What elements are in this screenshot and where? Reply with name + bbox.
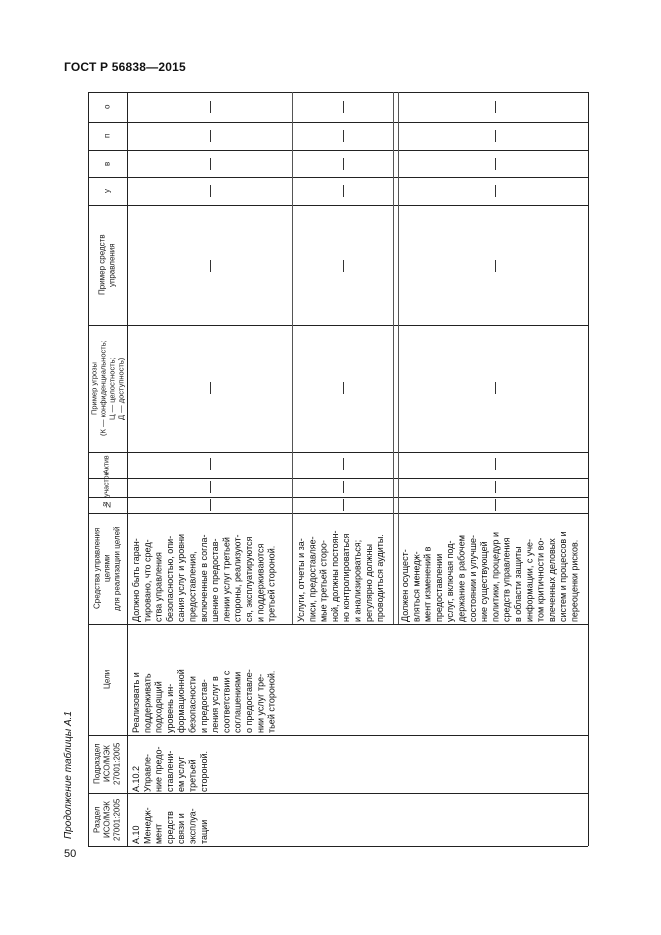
header-goals: Цели — [102, 669, 112, 690]
header-threat: Пример угрозы (К — конфиденциальность; Ц — целостность; Д — доступность) — [89, 340, 126, 437]
header-party: участок — [103, 472, 111, 497]
cell-subsection: А.10.2 Управле- ние предо- ставлени- ем услуг третьей стороной. — [131, 746, 209, 792]
cell-control-1: Должно быть гаран- тировано, что сред- ства управления безопасностью, опи- сания услуг и уровни предоставления, включенные в согла- шение о предостав- лении услуг третьей стороны, реализуют- ся, эксплуатируются и поддерживаются третьей стороной. — [131, 533, 277, 622]
table-continuation-caption: Продолжение таблицы А.1 — [63, 711, 74, 839]
cell-control-3: Должен осущест- вляться менедж- мент изменений в предоставлении услуг, включая под- держание в рабочем состоянии и улучше- ние существующей политики, процедур и средств управления в области защиты информации, с уче- том критичности во- влеченных деловых систем и процессов и переоценки рисков. — [400, 531, 580, 622]
header-controls: Средства управления целями для реализации целей — [92, 526, 122, 611]
cell-control-2: Услуги, отчеты и за- писи, предоставляе- мые третьей сторо- ной, должны постоян- но контролироваться и анализироваться; регулярно должны проводиться аудиты. — [296, 530, 386, 622]
header-section: Раздел ИСО/МЭК 27001:2005 — [92, 798, 122, 841]
header-v: в — [102, 161, 112, 166]
header-control-example: Пример средств управления — [97, 234, 117, 296]
header-subsection: Подраздел ИСО/МЭК 27001:2005 — [92, 742, 122, 786]
page-number: 50 — [64, 848, 77, 860]
cell-goals: Реализовать и поддерживать подходящий уровень ин- формационной безопасности и предостав- ления услуг в соответствии с соглашениями о предоставле- нии услуг тре- тьей стороной. — [131, 669, 277, 733]
header-p: п — [102, 133, 112, 139]
header-number: № — [102, 500, 112, 510]
header-asset: Актив — [103, 455, 111, 475]
cell-section: А.10 Менедж- мент средств связи и эксплуа- тации — [131, 807, 209, 844]
document-code: ГОСТ Р 56838—2015 — [64, 60, 186, 74]
header-u: у — [102, 189, 112, 193]
header-o: о — [102, 104, 112, 110]
